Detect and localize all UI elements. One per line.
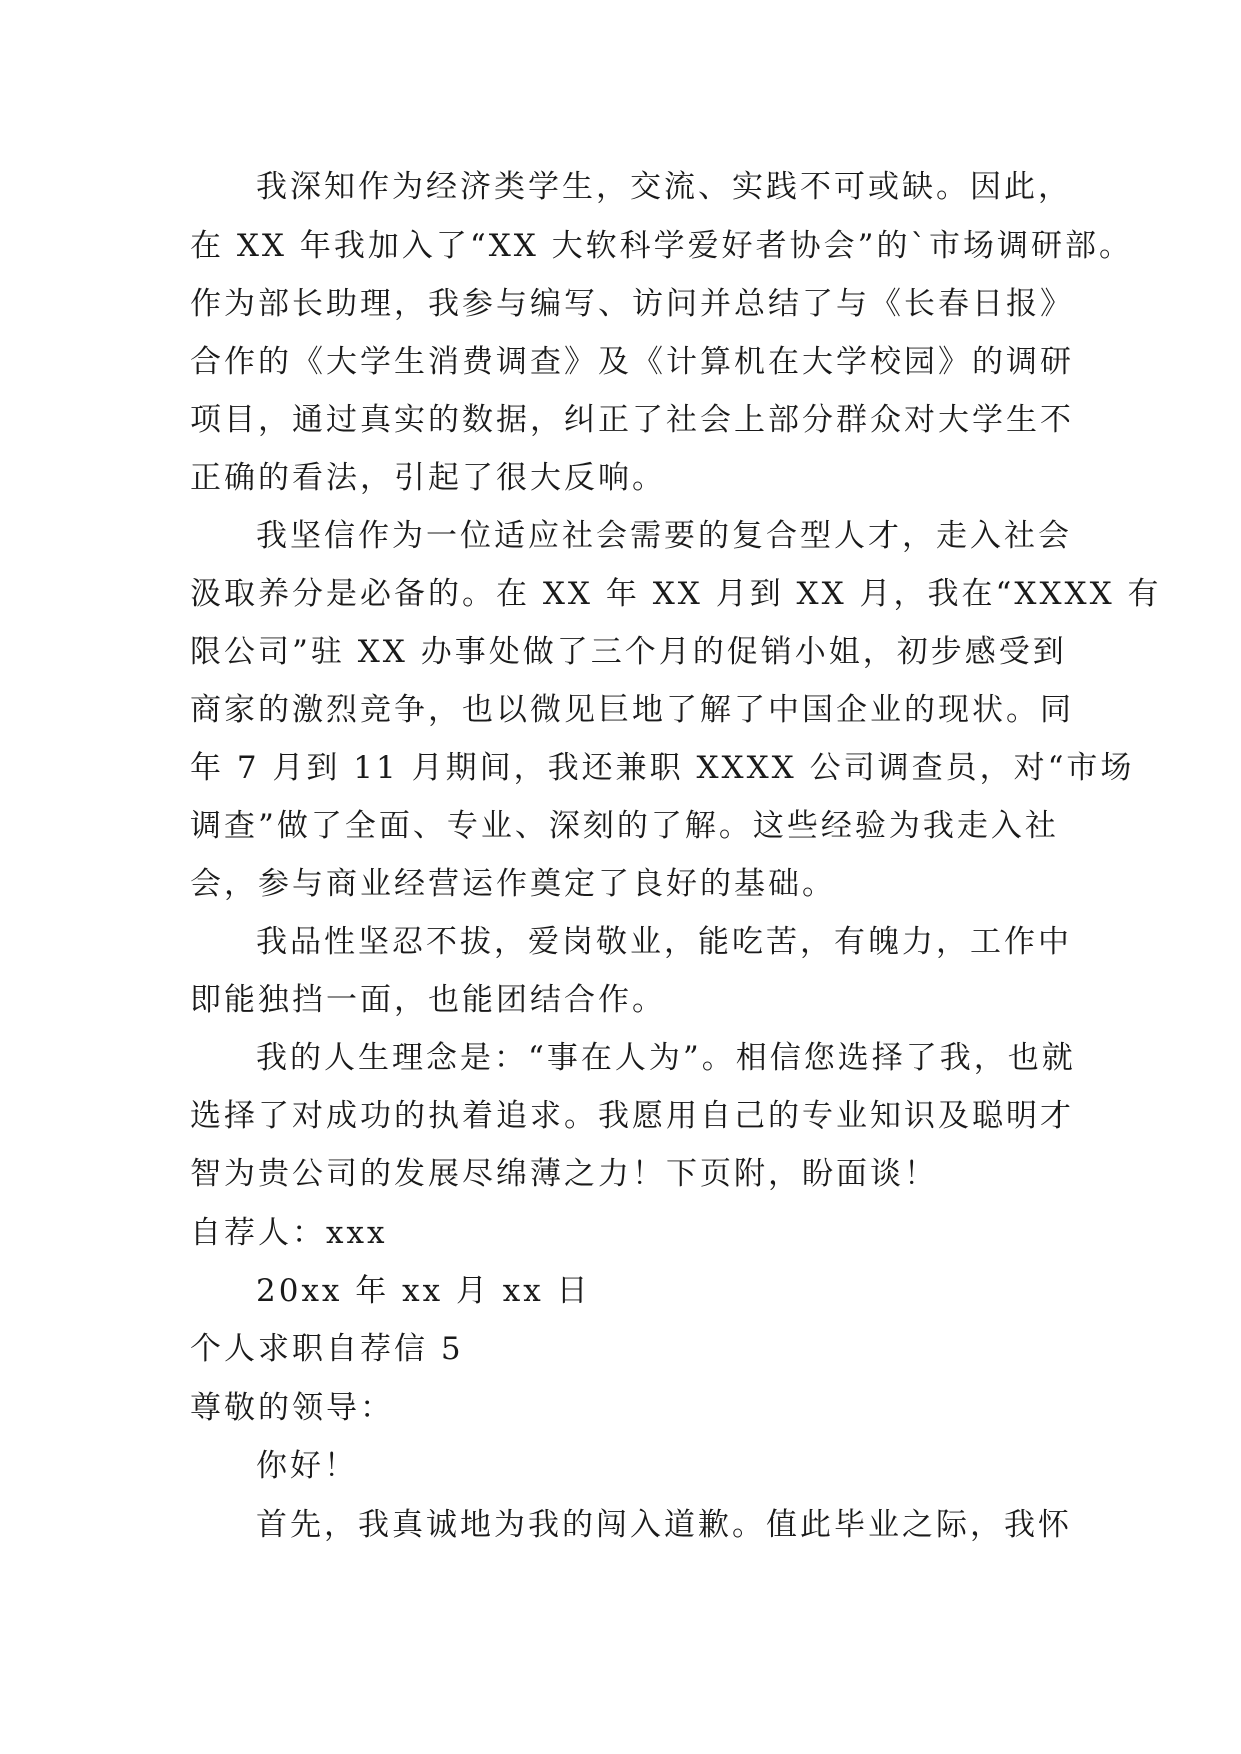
- letter-title: 个人求职自荐信 5: [190, 1331, 464, 1367]
- paragraph-line: 会，参与商业经营运作奠定了良好的基础。: [190, 866, 836, 902]
- paragraph-line: 我的人生理念是：“事在人为”。相信您选择了我，也就: [256, 1040, 1076, 1076]
- paragraph-line: 首先，我真诚地为我的闯入道歉。值此毕业之际，我怀: [256, 1507, 1072, 1543]
- paragraph-line: 限公司”驻 XX 办事处做了三个月的促销小姐，初步感受到: [190, 634, 1067, 670]
- paragraph-line: 正确的看法，引起了很大反响。: [190, 460, 666, 496]
- date-line: 20xx 年 xx 月 xx 日: [256, 1273, 591, 1309]
- paragraph-line: 我坚信作为一位适应社会需要的复合型人才，走入社会: [256, 518, 1072, 554]
- paragraph-line: 调查”做了全面、专业、深刻的了解。这些经验为我走入社: [190, 808, 1059, 844]
- paragraph-line: 作为部长助理，我参与编写、访问并总结了与《长春日报》: [190, 286, 1074, 322]
- paragraph-line: 智为贵公司的发展尽绵薄之力！下页附，盼面谈！: [190, 1156, 938, 1192]
- paragraph-line: 我深知作为经济类学生，交流、实践不可或缺。因此，: [256, 169, 1072, 205]
- paragraph-line: 即能独挡一面，也能团结合作。: [190, 982, 666, 1018]
- paragraph-line: 商家的激烈竞争，也以微见巨地了解了中国企业的现状。同: [190, 692, 1074, 728]
- salutation: 尊敬的领导：: [190, 1390, 394, 1426]
- paragraph-line: 项目，通过真实的数据，纠正了社会上部分群众对大学生不: [190, 402, 1074, 438]
- paragraph-line: 在 XX 年我加入了“XX 大软科学爱好者协会”的`市场调研部。: [190, 228, 1134, 264]
- greeting: 你好！: [256, 1448, 358, 1484]
- paragraph-line: 汲取养分是必备的。在 XX 年 XX 月到 XX 月，我在“XXXX 有: [190, 576, 1162, 612]
- paragraph-line: 我品性坚忍不拔，爱岗敬业，能吃苦，有魄力，工作中: [256, 924, 1072, 960]
- paragraph-line: 合作的《大学生消费调查》及《计算机在大学校园》的调研: [190, 344, 1074, 380]
- signature-line: 自荐人：xxx: [190, 1215, 388, 1251]
- paragraph-line: 年 7 月到 11 月期间，我还兼职 XXXX 公司调查员，对“市场: [190, 750, 1135, 786]
- paragraph-line: 选择了对成功的执着追求。我愿用自己的专业知识及聪明才: [190, 1098, 1074, 1134]
